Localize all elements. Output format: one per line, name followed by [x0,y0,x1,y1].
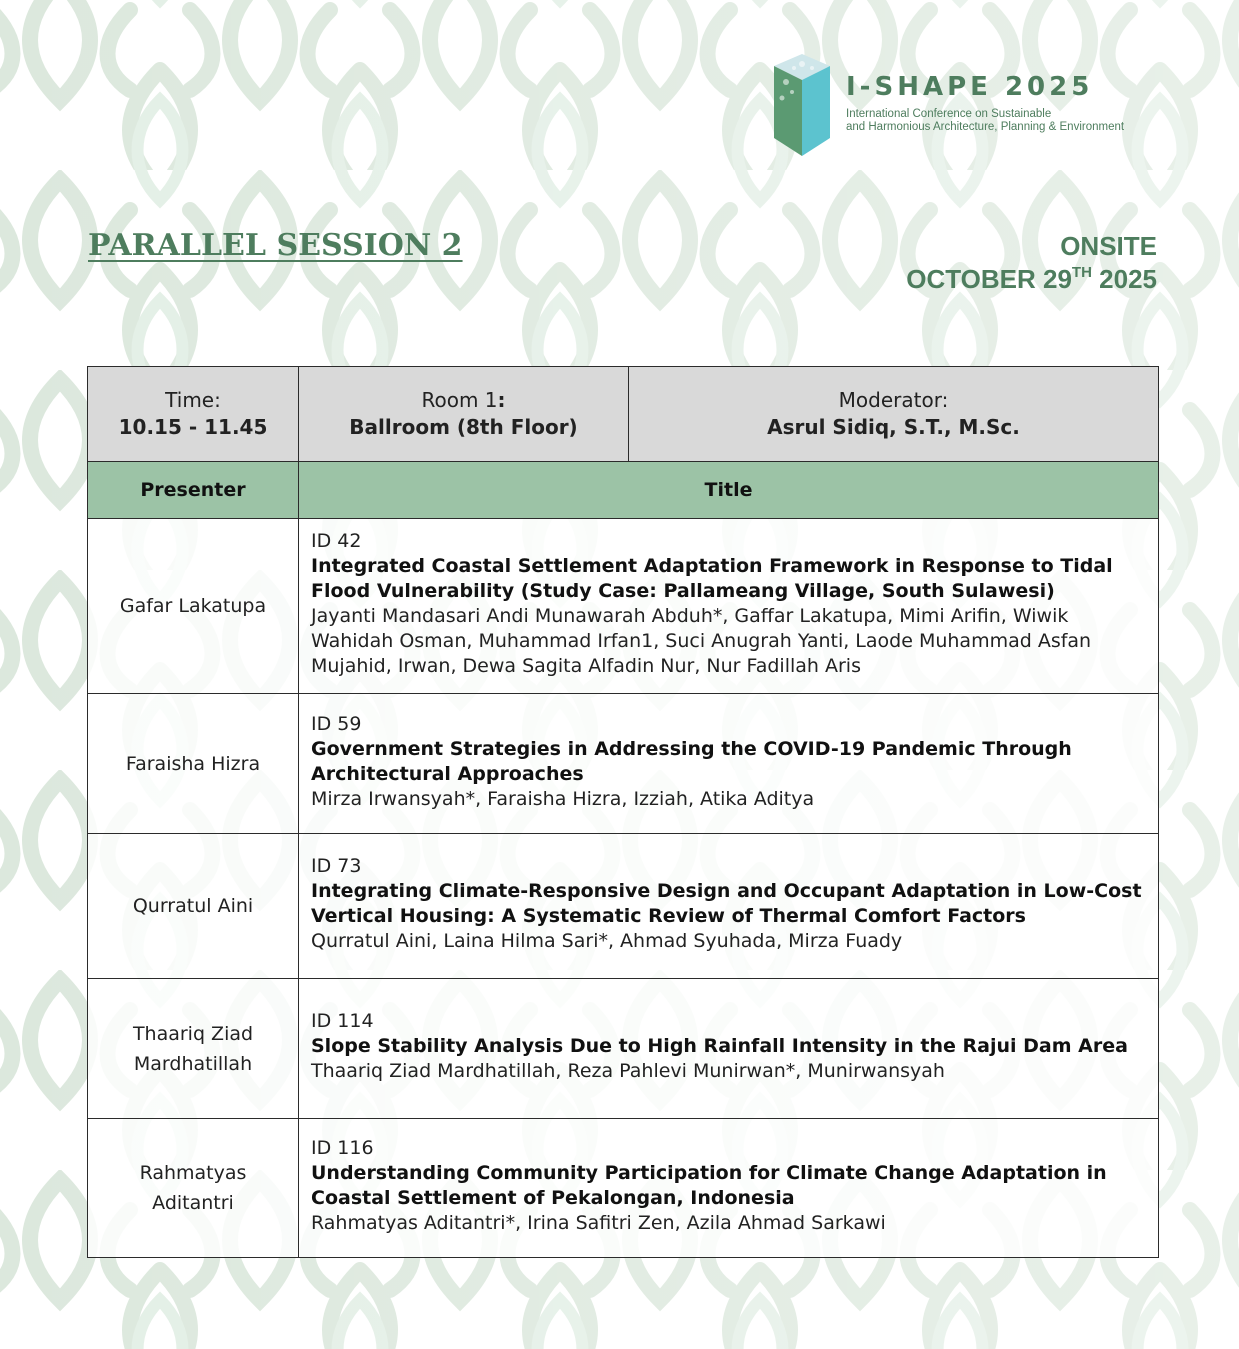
room-label: Room 1 [421,388,498,412]
paper-authors: Rahmatyas Aditantri*, Irina Safitri Zen, Azila Ahmad Sarkawi [311,1212,886,1234]
paper-cell [299,979,1159,1119]
paper-authors: Mirza Irwansyah*, Faraisha Hizra, Izziah, Atika Aditya [311,787,815,810]
paper-id: ID 42 [311,530,362,552]
table-row [88,979,1159,1119]
room-colon: : [497,388,506,412]
table-row [88,694,1159,834]
time-cell [88,367,299,462]
paper-cell [299,519,1159,694]
paper-id: ID 116 [311,1137,374,1159]
table-header-row [88,462,1159,519]
i-shape-logo-icon [772,52,834,160]
moderator-cell [629,367,1159,462]
presenter-name: Faraisha Hizra [88,694,299,834]
time-label: Time: [165,388,221,412]
paper-id: ID 59 [311,712,362,735]
moderator-value: Asrul Sidiq, S.T., M.Sc. [767,415,1020,439]
presenter-name: Thaariq Ziad Mardhatillah [88,979,299,1119]
session-title: PARALLEL SESSION 2 [88,228,463,263]
presenter-name: Rahmatyas Aditantri [88,1119,299,1258]
paper-cell [299,1119,1159,1258]
table-row [88,834,1159,979]
time-value: 10.15 - 11.45 [118,415,268,439]
table-row [88,1119,1159,1258]
room-value: Ballroom (8th Floor) [349,415,578,439]
session-mode-date [906,230,1157,296]
moderator-label: Moderator: [838,388,949,412]
presenter-column-header: Presenter [88,462,299,519]
session-date-year: 2025 [1099,264,1157,294]
paper-title: Integrated Coastal Settlement Adaptation Framework in Response to Tidal Flood Vulnerability (Study Case: Pallameang Village, South Sulawesi) [311,555,1113,602]
paper-title: Understanding Community Participation for Climate Change Adaptation in Coastal Settlement of Pekalongan, Indonesia [311,1162,1107,1209]
schedule-table [87,366,1159,1258]
paper-title: Slope Stability Analysis Due to High Rainfall Intensity in the Rajui Dam Area [311,1035,1128,1057]
room-label-wrap [300,387,627,414]
logo-subtitle-line1: International Conference on Sustainable [846,108,1052,120]
paper-cell [299,694,1159,834]
session-date-day: OCTOBER 29 [906,264,1072,294]
logo-subtitle-line2: and Harmonious Architecture, Planning & Environment [846,120,1125,133]
paper-cell [299,834,1159,979]
session-date [906,263,1157,296]
paper-authors: Qurratul Aini, Laina Hilma Sari*, Ahmad Syuhada, Mirza Fuady [311,930,903,952]
paper-authors: Thaariq Ziad Mardhatillah, Reza Pahlevi Munirwan*, Munirwansyah [311,1060,945,1082]
session-meta-row [88,367,1159,462]
paper-title: Integrating Climate-Responsive Design and Occupant Adaptation in Low-Cost Vertical Housing: A Systematic Review of Thermal Comfort Factors [311,880,1142,927]
paper-title: Government Strategies in Addressing the COVID-19 Pandemic Through Architectural Approaches [311,737,1072,785]
title-column-header: Title [299,462,1159,519]
presenter-name: Gafar Lakatupa [88,519,299,694]
logo-subtitle [846,108,1124,133]
session-date-suffix: TH [1071,264,1092,281]
room-cell [299,367,629,462]
paper-id: ID 114 [311,1010,374,1032]
logo-title: I-SHAPE 2025 [846,72,1094,102]
table-row [88,519,1159,694]
paper-authors: Jayanti Mandasari Andi Munawarah Abduh*, Gaffar Lakatupa, Mimi Arifin, Wiwik Wahidah Osman, Muhammad Irfan1, Suci Anugrah Yanti, Laode Muhammad Asfan Mujahid, Irwan, Dewa Sagita Alfadin Nur, Nur Fadillah Aris [311,605,1092,677]
session-mode: ONSITE [1060,231,1157,261]
presenter-name: Qurratul Aini [88,834,299,979]
paper-id: ID 73 [311,855,362,877]
